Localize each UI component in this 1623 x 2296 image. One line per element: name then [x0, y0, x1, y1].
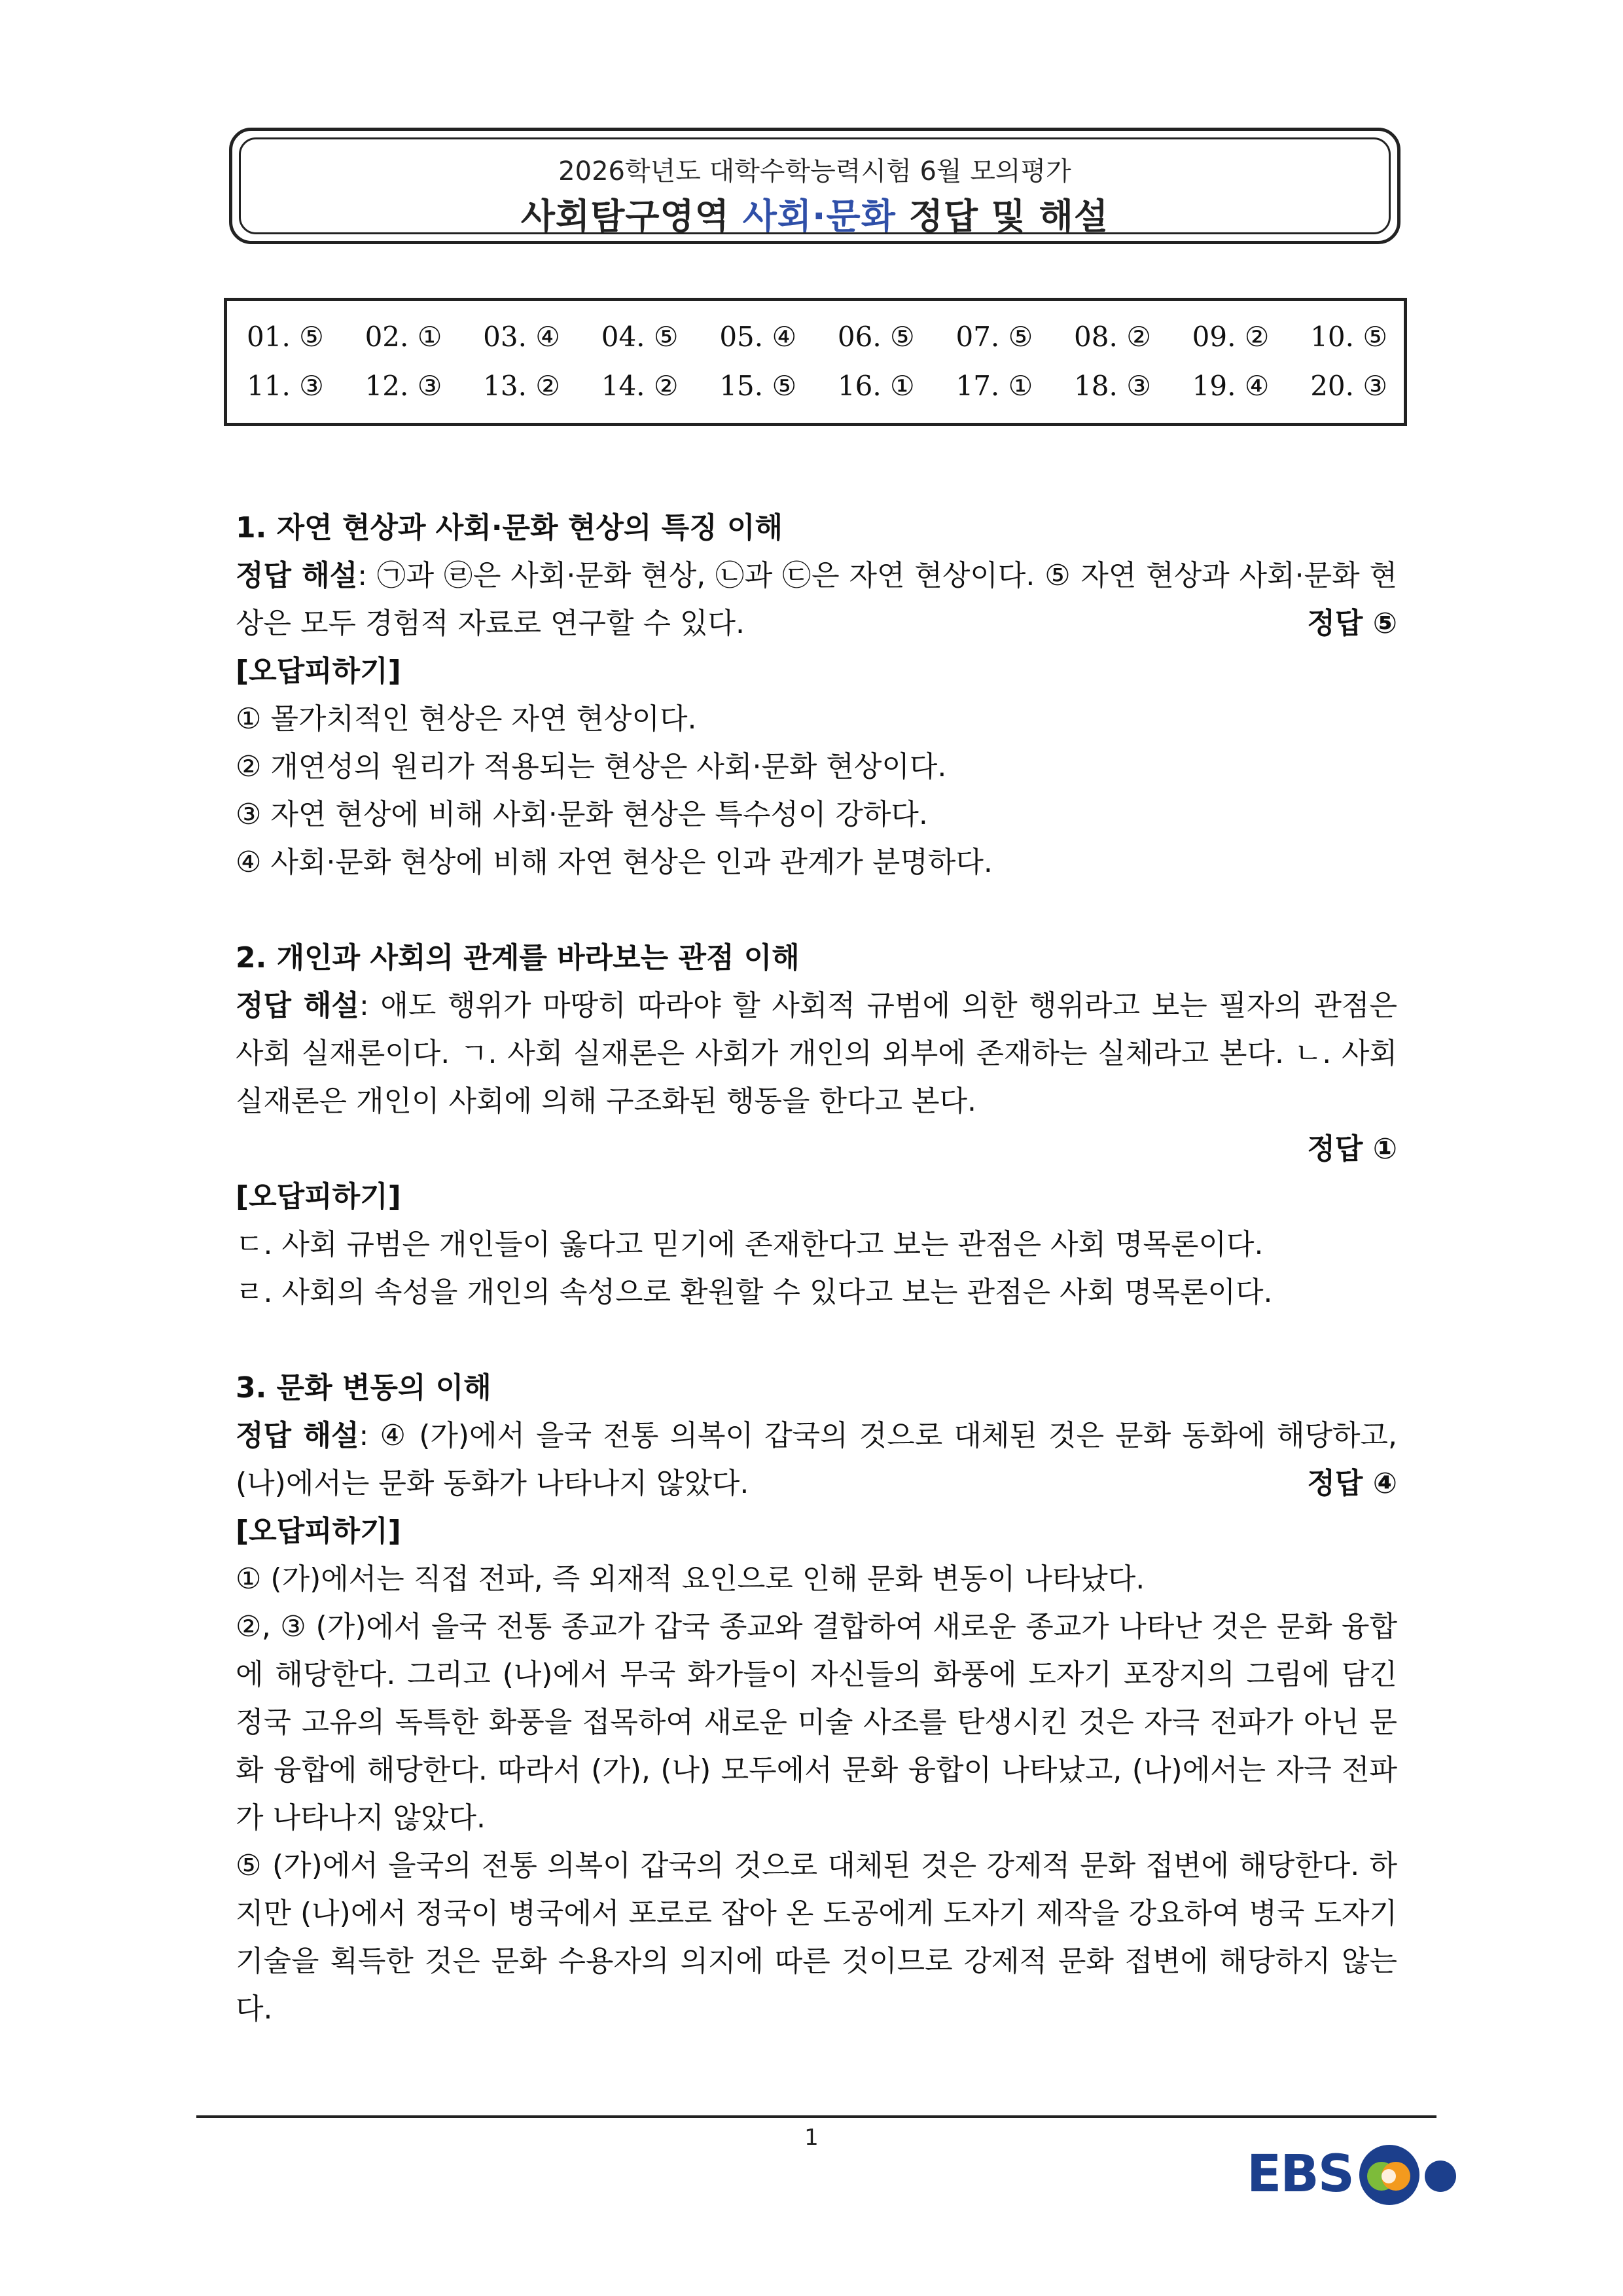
answer-cell: 10. ⑤: [1310, 321, 1387, 353]
explain-text: : 애도 행위가 마땅히 따라야 할 사회적 규범에 의한 행위라고 보는 필자의 관점은 사회 실재론이다. ㄱ. 사회 실재론은 사회가 개인의 외부에 존재하는 실체라고 본다. ㄴ. 사회 실재론은 개인이 사회에 의해 구조화된 행동을 한다고 본다.: [236, 989, 1397, 1118]
answer-cell: 14. ②: [601, 370, 679, 402]
section-3-explanation: [236, 1412, 1397, 1507]
answer-row-1: [247, 321, 1387, 353]
explain-text: : ㉠과 ㉣은 사회·문화 현상, ㉡과 ㉢은 자연 현상이다. ⑤ 자연 현상과 사회·문화 현상은 모두 경험적 자료로 연구할 수 있다.: [236, 559, 1398, 640]
explain-label: 정답 해설: [236, 989, 359, 1022]
wrong-answer-item: ④ 사회·문화 현상에 비해 자연 현상은 인과 관계가 분명하다.: [236, 846, 993, 879]
footer-divider: [196, 2115, 1436, 2118]
answer-cell: 18. ③: [1074, 370, 1151, 402]
title-prefix: 사회탐구영역: [520, 196, 743, 237]
wrong-answer-item: ⑤ (가)에서 을국의 전통 의복이 갑국의 것으로 대체된 것은 강제적 문화 접변에 해당한다. 하지만 (나)에서 정국이 병국에서 포로로 잡아 온 도공에게 도자기 제작을 강요하여 병국 도자기 기술을 획득한 것은 문화 수용자의 의지에 따른 것이므로 강제적 문화 접변에 해당하지 않는다.: [236, 1849, 1397, 2026]
page-number: 1: [804, 2125, 819, 2151]
wrong-answers-heading: [오답피하기]: [236, 1180, 401, 1213]
subject-name: 사회·문화: [742, 196, 896, 237]
title-suffix: 정답 및 해설: [895, 196, 1109, 237]
answer-cell: 16. ①: [837, 370, 915, 402]
explanation-content: [236, 504, 1397, 2033]
explain-text: : ④ (가)에서 을국 전통 의복이 갑국의 것으로 대체된 것은 문화 동화에 해당하고, (나)에서는 문화 동화가 나타나지 않았다.: [236, 1419, 1397, 1500]
document-title: [232, 188, 1397, 239]
answer-cell: 04. ⑤: [601, 321, 679, 353]
explain-label: 정답 해설: [236, 1419, 359, 1452]
exam-title: 2026학년도 대학수학능력시험 6월 모의평가: [558, 156, 1071, 187]
correct-answer: 정답 ⑤: [1307, 607, 1397, 640]
answer-cell: 09. ②: [1192, 321, 1270, 353]
wrong-answer-item: ② 개연성의 원리가 적용되는 현상은 사회·문화 현상이다.: [236, 750, 947, 783]
section-2-explanation: [236, 982, 1397, 1125]
answer-cell: 20. ③: [1310, 370, 1387, 402]
answer-cell: 13. ②: [483, 370, 560, 402]
answer-cell: 15. ⑤: [719, 370, 797, 402]
wrong-answer-item: ㄹ. 사회의 속성을 개인의 속성으로 환원할 수 있다고 보는 관점은 사회 명목론이다.: [236, 1276, 1273, 1309]
correct-answer: 정답 ①: [1307, 1132, 1397, 1166]
section-1-title: 1. 자연 현상과 사회·문화 현상의 특징 이해: [236, 511, 783, 545]
logo-text: EBS: [1247, 2145, 1353, 2204]
answer-row-2: [247, 370, 1387, 402]
answer-cell: 17. ①: [955, 370, 1033, 402]
wrong-answer-item: ②, ③ (가)에서 을국 전통 종교가 갑국 종교와 결합하여 새로운 종교가 나타난 것은 문화 융합에 해당한다. 그리고 (나)에서 무국 화가들이 자신들의 화풍에 도자기 포장지의 그림에 담긴 정국 고유의 독특한 화풍을 접목하여 새로운 미술 사조를 탄생시킨 것은 자극 전파가 아닌 문화 융합에 해당한다. 따라서 (가), (나) 모두에서 문화 융합이 나타났고, (나)에서는 자극 전파가 나타나지 않았다.: [236, 1610, 1397, 1835]
ebs-logo: [1247, 2137, 1463, 2209]
answer-cell: 05. ④: [719, 321, 797, 353]
section-1-explanation: [236, 552, 1397, 647]
answer-cell: 07. ⑤: [955, 321, 1033, 353]
wrong-answer-item: ① 몰가치적인 현상은 자연 현상이다.: [236, 702, 697, 736]
answer-key-table: [224, 298, 1407, 426]
answer-cell: 19. ④: [1192, 370, 1270, 402]
section-3-title: 3. 문화 변동의 이해: [236, 1371, 491, 1405]
wrong-answers-heading: [오답피하기]: [236, 655, 401, 688]
wrong-answer-item: ③ 자연 현상에 비해 사회·문화 현상은 특수성이 강하다.: [236, 798, 928, 831]
answer-cell: 06. ⑤: [837, 321, 915, 353]
section-2-title: 2. 개인과 사회의 관계를 바라보는 관점 이해: [236, 941, 800, 975]
answer-cell: 08. ②: [1074, 321, 1151, 353]
answer-cell: 03. ④: [483, 321, 560, 353]
wrong-answers-heading: [오답피하기]: [236, 1515, 401, 1548]
ebs-circles-icon: [1357, 2142, 1461, 2208]
correct-answer: 정답 ④: [1307, 1467, 1397, 1500]
wrong-answer-item: ㄷ. 사회 규범은 개인들이 옳다고 믿기에 존재한다고 보는 관점은 사회 명목론이다.: [236, 1228, 1264, 1261]
answer-cell: 11. ③: [247, 370, 324, 402]
answer-cell: 12. ③: [365, 370, 442, 402]
answer-cell: 02. ①: [365, 321, 442, 353]
explain-label: 정답 해설: [236, 559, 358, 592]
answer-cell: 01. ⑤: [247, 321, 324, 353]
title-box: [229, 128, 1400, 244]
wrong-answer-item: ① (가)에서는 직접 전파, 즉 외재적 요인으로 인해 문화 변동이 나타났다.: [236, 1562, 1145, 1596]
